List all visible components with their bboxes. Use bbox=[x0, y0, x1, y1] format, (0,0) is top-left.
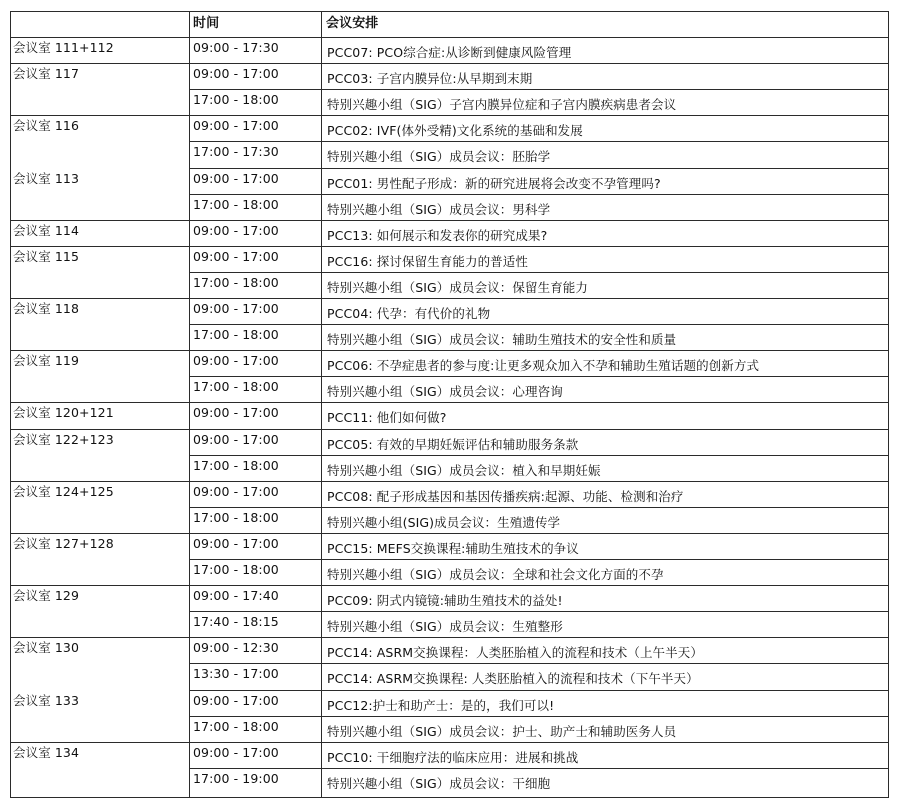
session-agenda: 特别兴趣小组（SIG）成员会议：干细胞 bbox=[327, 776, 551, 791]
session-time: 09:00 - 12:30 bbox=[193, 640, 279, 655]
session-agenda: PCC15: MEFS交换课程:辅助生殖技术的争议 bbox=[327, 541, 579, 556]
table-border-bottom bbox=[10, 797, 889, 798]
row-separator-block bbox=[10, 402, 889, 403]
row-separator-block bbox=[10, 298, 889, 299]
room-label: 会议室 117 bbox=[13, 66, 80, 81]
row-separator-block bbox=[10, 37, 889, 38]
session-time: 09:00 - 17:00 bbox=[193, 484, 279, 499]
session-time: 13:30 - 17:00 bbox=[193, 666, 279, 681]
session-time: 09:00 - 17:00 bbox=[193, 693, 279, 708]
session-time: 17:00 - 18:00 bbox=[193, 197, 279, 212]
session-agenda: 特别兴趣小组（SIG）成员会议：植入和早期妊娠 bbox=[327, 463, 601, 478]
session-time: 17:00 - 18:00 bbox=[193, 719, 279, 734]
room-label: 会议室 129 bbox=[13, 588, 80, 603]
row-separator bbox=[189, 611, 889, 612]
session-time: 09:00 - 17:00 bbox=[193, 118, 279, 133]
session-time: 09:00 - 17:30 bbox=[193, 40, 279, 55]
session-time: 09:00 - 17:00 bbox=[193, 171, 279, 186]
session-agenda: PCC16: 探讨保留生育能力的普适性 bbox=[327, 254, 528, 269]
row-separator-block bbox=[10, 246, 889, 247]
header-time: 时间 bbox=[193, 16, 220, 31]
session-time: 09:00 - 17:00 bbox=[193, 66, 279, 81]
session-agenda: 特别兴趣小组（SIG）成员会议：男科学 bbox=[327, 202, 551, 217]
row-separator bbox=[189, 272, 889, 273]
session-agenda: 特别兴趣小组（SIG）成员会议：辅助生殖技术的安全性和质量 bbox=[327, 332, 677, 347]
row-separator-block bbox=[10, 429, 889, 430]
room-label: 会议室 130 bbox=[13, 640, 80, 655]
session-agenda: 特别兴趣小组（SIG）成员会议：护士、助产士和辅助医务人员 bbox=[327, 724, 677, 739]
session-agenda: PCC12:护士和助产士：是的，我们可以! bbox=[327, 698, 555, 713]
row-separator-block bbox=[10, 115, 889, 116]
session-time: 09:00 - 17:40 bbox=[193, 588, 279, 603]
session-agenda: 特别兴趣小组（SIG）成员会议：胚胎学 bbox=[327, 149, 551, 164]
row-separator-block bbox=[10, 481, 889, 482]
column-divider-time bbox=[321, 11, 322, 797]
schedule-table bbox=[10, 11, 888, 797]
session-agenda: PCC02: IVF(体外受精)文化系统的基础和发展 bbox=[327, 123, 583, 138]
session-agenda: 特别兴趣小组（SIG）成员会议：生殖整形 bbox=[327, 619, 563, 634]
session-time: 09:00 - 17:00 bbox=[193, 745, 279, 760]
room-label: 会议室 122+123 bbox=[13, 432, 114, 447]
session-agenda: PCC07: PCO综合症:从诊断到健康风险管理 bbox=[327, 45, 572, 60]
row-separator-block bbox=[10, 585, 889, 586]
row-separator bbox=[189, 716, 889, 717]
row-separator bbox=[189, 690, 889, 691]
session-time: 09:00 - 17:00 bbox=[193, 405, 279, 420]
session-time: 17:00 - 18:00 bbox=[193, 562, 279, 577]
row-separator-block bbox=[10, 533, 889, 534]
header-agenda: 会议安排 bbox=[326, 16, 379, 31]
session-time: 09:00 - 17:00 bbox=[193, 353, 279, 368]
row-separator-block bbox=[10, 637, 889, 638]
session-agenda: PCC10: 干细胞疗法的临床应用：进展和挑战 bbox=[327, 750, 579, 765]
row-separator bbox=[189, 168, 889, 169]
session-agenda: PCC06: 不孕症患者的参与度:让更多观众加入不孕和辅助生殖话题的创新方式 bbox=[327, 358, 760, 373]
room-label: 会议室 133 bbox=[13, 693, 80, 708]
session-agenda: PCC13: 如何展示和发表你的研究成果? bbox=[327, 228, 548, 243]
row-separator bbox=[189, 507, 889, 508]
session-time: 17:00 - 18:00 bbox=[193, 510, 279, 525]
room-label: 会议室 115 bbox=[13, 249, 80, 264]
session-time: 17:00 - 19:00 bbox=[193, 771, 279, 786]
room-label: 会议室 119 bbox=[13, 353, 80, 368]
session-agenda: PCC11: 他们如何做? bbox=[327, 410, 447, 425]
session-time: 17:00 - 17:30 bbox=[193, 144, 279, 159]
session-agenda: PCC05: 有效的早期妊娠评估和辅助服务条款 bbox=[327, 437, 579, 452]
row-separator bbox=[189, 768, 889, 769]
row-separator bbox=[189, 194, 889, 195]
session-agenda: PCC04: 代孕：有代价的礼物 bbox=[327, 306, 491, 321]
room-label: 会议室 118 bbox=[13, 301, 80, 316]
session-agenda: 特别兴趣小组(SIG)成员会议：生殖遗传学 bbox=[327, 515, 561, 530]
session-agenda: 特别兴趣小组（SIG）成员会议：全球和社会文化方面的不孕 bbox=[327, 567, 664, 582]
row-separator bbox=[189, 559, 889, 560]
row-separator bbox=[189, 663, 889, 664]
session-time: 17:00 - 18:00 bbox=[193, 327, 279, 342]
session-time: 17:00 - 18:00 bbox=[193, 92, 279, 107]
session-time: 09:00 - 17:00 bbox=[193, 223, 279, 238]
session-time: 09:00 - 17:00 bbox=[193, 432, 279, 447]
row-separator bbox=[189, 455, 889, 456]
session-agenda: PCC08: 配子形成基因和基因传播疾病:起源、功能、检测和治疗 bbox=[327, 489, 684, 504]
table-border-left bbox=[10, 11, 11, 797]
session-time: 09:00 - 17:00 bbox=[193, 536, 279, 551]
session-agenda: PCC14: ASRM交换课程：人类胚胎植入的流程和技术（上午半天） bbox=[327, 645, 703, 660]
row-separator-block bbox=[10, 63, 889, 64]
session-time: 17:00 - 18:00 bbox=[193, 458, 279, 473]
room-label: 会议室 114 bbox=[13, 223, 80, 238]
table-border-right bbox=[888, 11, 889, 797]
table-border-top bbox=[10, 11, 889, 12]
row-separator-block bbox=[10, 742, 889, 743]
column-divider-room bbox=[189, 11, 190, 797]
row-separator bbox=[189, 89, 889, 90]
row-separator bbox=[189, 141, 889, 142]
row-separator bbox=[189, 376, 889, 377]
session-agenda: 特别兴趣小组（SIG）成员会议：保留生育能力 bbox=[327, 280, 589, 295]
room-label: 会议室 120+121 bbox=[13, 405, 114, 420]
row-separator bbox=[189, 324, 889, 325]
row-separator-block bbox=[10, 220, 889, 221]
session-agenda: PCC01: 男性配子形成：新的研究进展将会改变不孕管理吗? bbox=[327, 176, 661, 191]
room-label: 会议室 116 bbox=[13, 118, 80, 133]
room-label: 会议室 113 bbox=[13, 171, 80, 186]
room-label: 会议室 134 bbox=[13, 745, 80, 760]
session-agenda: PCC03: 子宫内膜异位:从早期到末期 bbox=[327, 71, 533, 86]
room-label: 会议室 111+112 bbox=[13, 40, 114, 55]
session-time: 17:40 - 18:15 bbox=[193, 614, 279, 629]
session-time: 17:00 - 18:00 bbox=[193, 275, 279, 290]
session-time: 09:00 - 17:00 bbox=[193, 301, 279, 316]
row-separator-block bbox=[10, 350, 889, 351]
session-agenda: 特别兴趣小组（SIG）子宫内膜异位症和子宫内膜疾病患者会议 bbox=[327, 97, 677, 112]
session-agenda: 特别兴趣小组（SIG）成员会议：心理咨询 bbox=[327, 384, 563, 399]
room-label: 会议室 127+128 bbox=[13, 536, 114, 551]
session-agenda: PCC14: ASRM交换课程: 人类胚胎植入的流程和技术（下午半天） bbox=[327, 671, 699, 686]
session-agenda: PCC09: 阴式内镜镜:辅助生殖技术的益处! bbox=[327, 593, 563, 608]
session-time: 09:00 - 17:00 bbox=[193, 249, 279, 264]
session-time: 17:00 - 18:00 bbox=[193, 379, 279, 394]
room-label: 会议室 124+125 bbox=[13, 484, 114, 499]
